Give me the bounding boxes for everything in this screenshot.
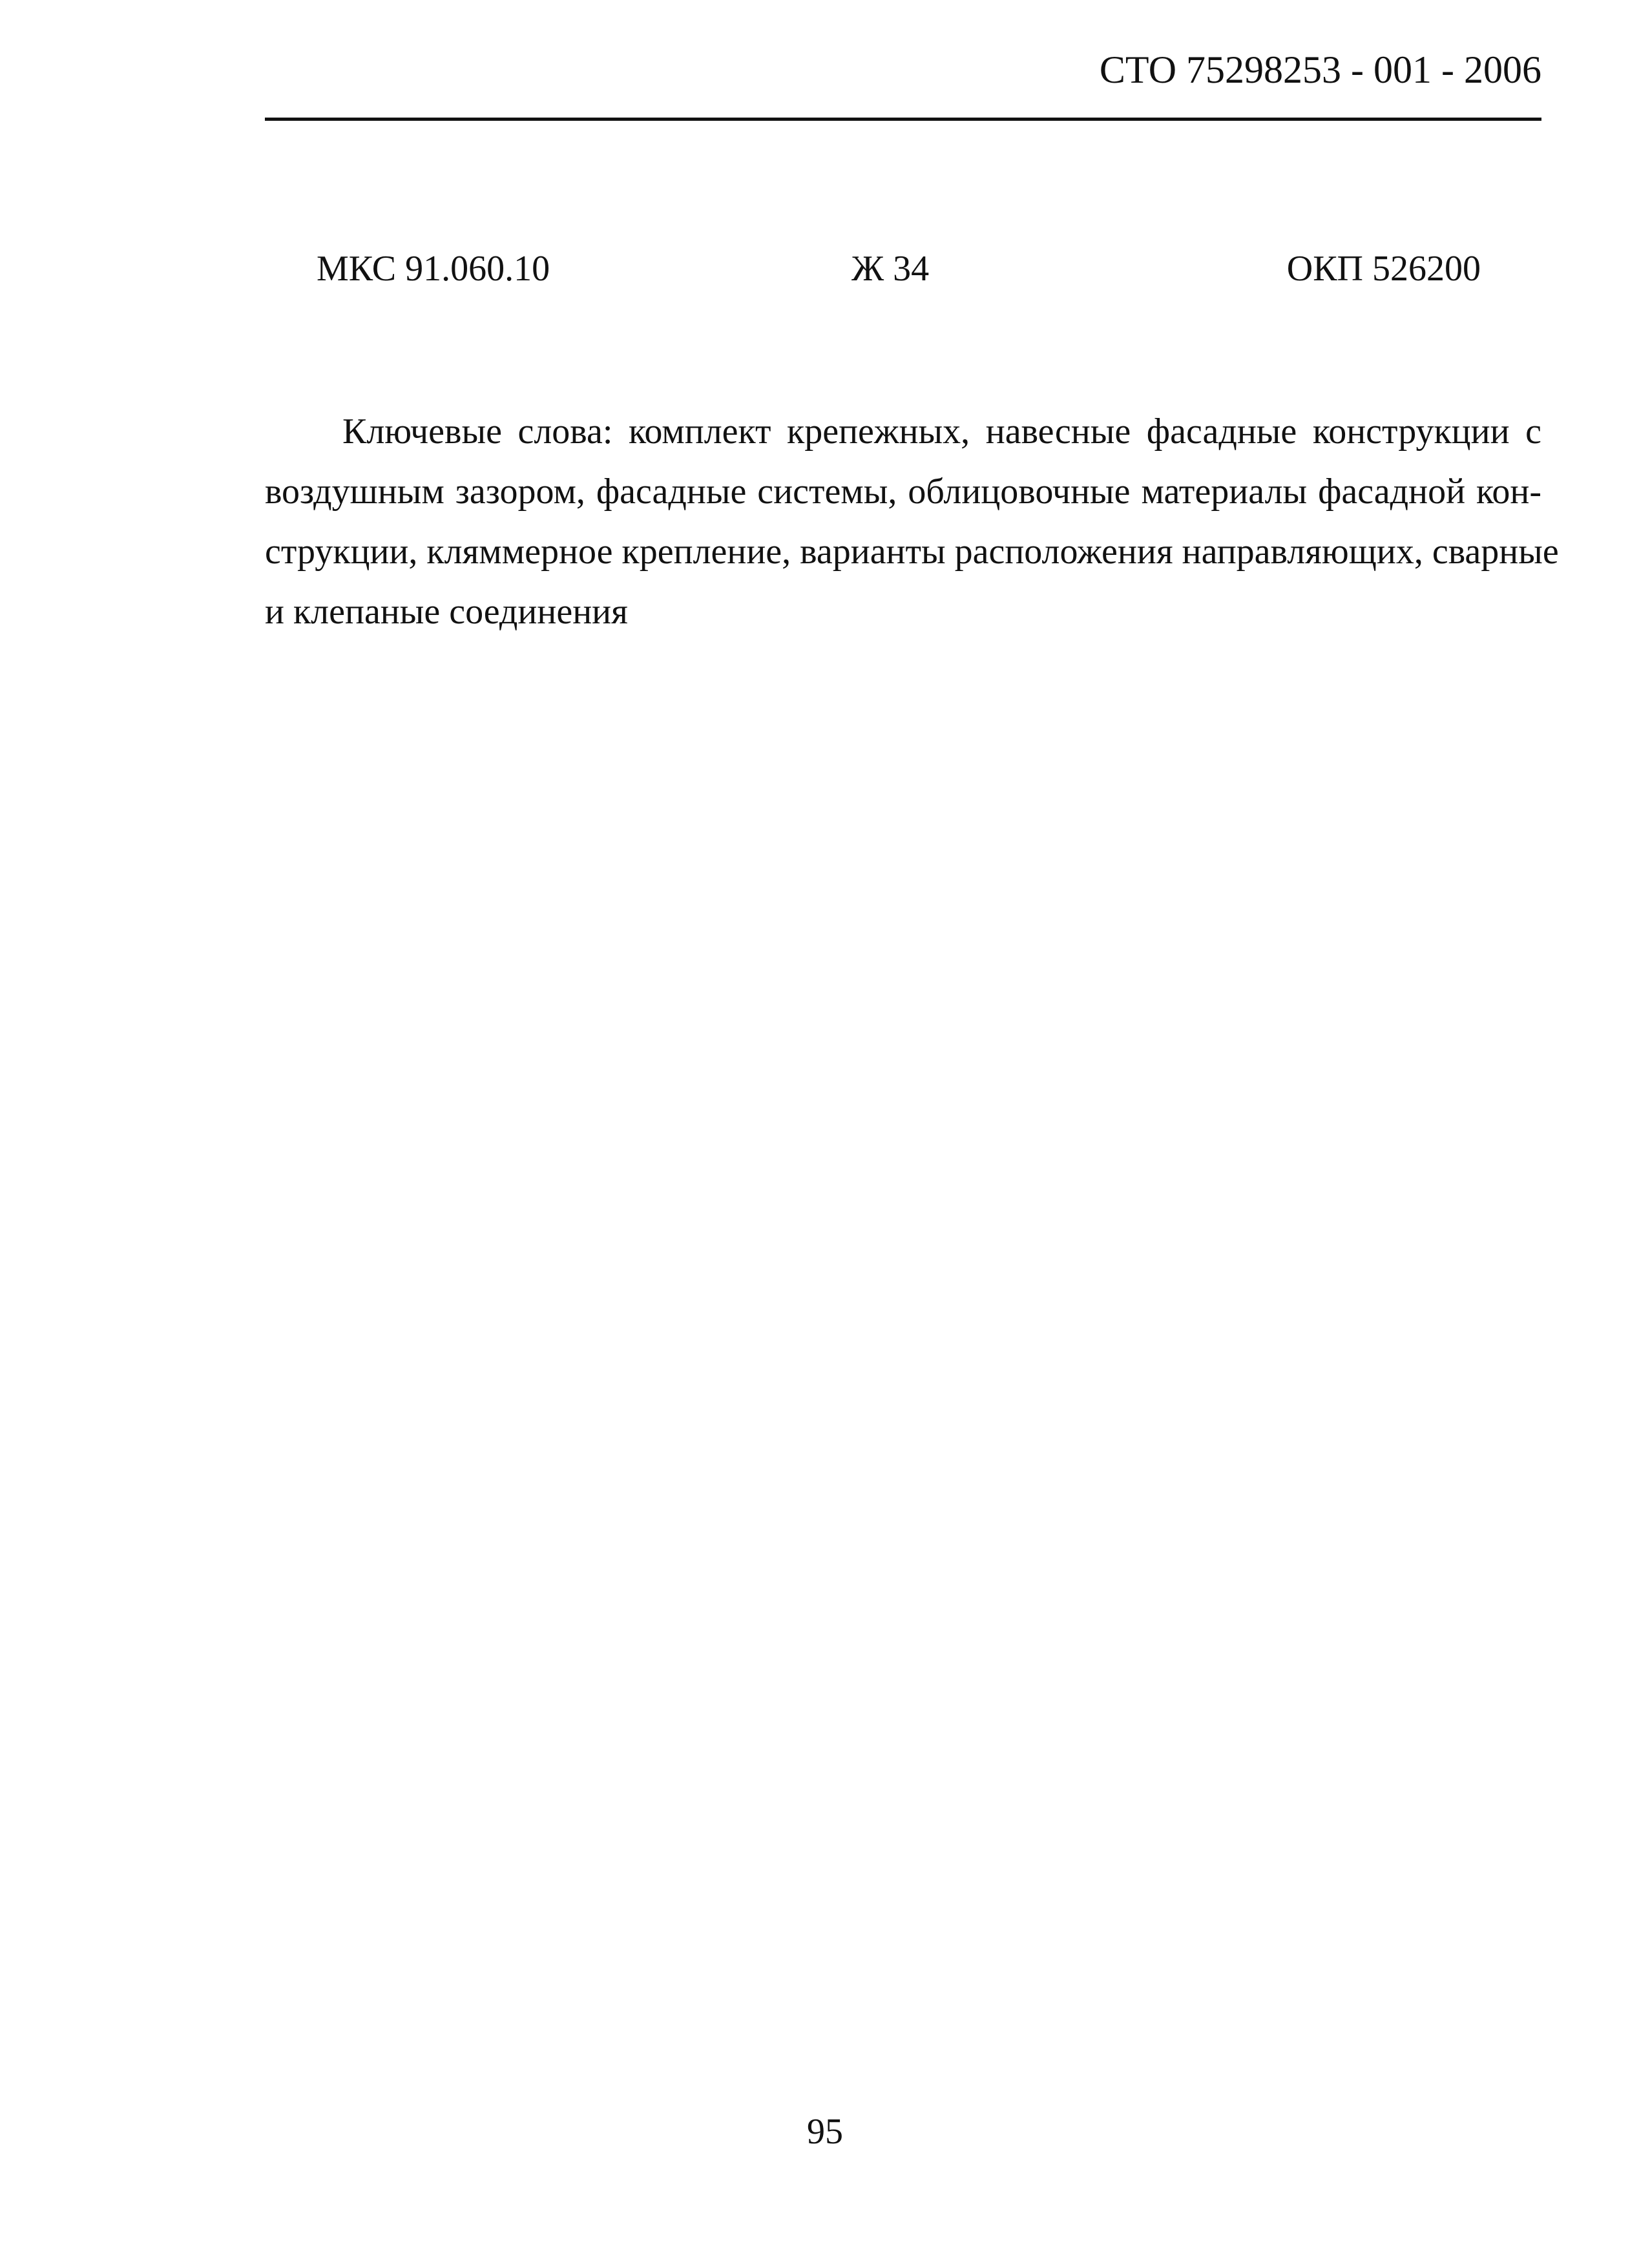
okp-code: ОКП 526200 <box>1286 249 1481 289</box>
keywords-line: воздушным зазором, фасадные системы, облицовочные материалы фасадной кон- <box>265 472 1541 512</box>
header-rule <box>265 118 1541 121</box>
mks-code: МКС 91.060.10 <box>317 249 550 289</box>
keywords-line: Ключевые слова: комплект крепежных, навесные фасадные конструкции с <box>342 411 1541 452</box>
classification-codes <box>0 251 1650 296</box>
keywords-line: и клепаные соединения <box>265 592 628 632</box>
page-number: 95 <box>807 2112 843 2152</box>
keywords-paragraph <box>265 402 1559 642</box>
keywords-line: струкции, кляммерное крепление, варианты расположения направляющих, сварные <box>265 532 1559 572</box>
document-code: СТО 75298253 - 001 - 2006 <box>1099 48 1541 91</box>
group-code: Ж 34 <box>851 249 930 289</box>
